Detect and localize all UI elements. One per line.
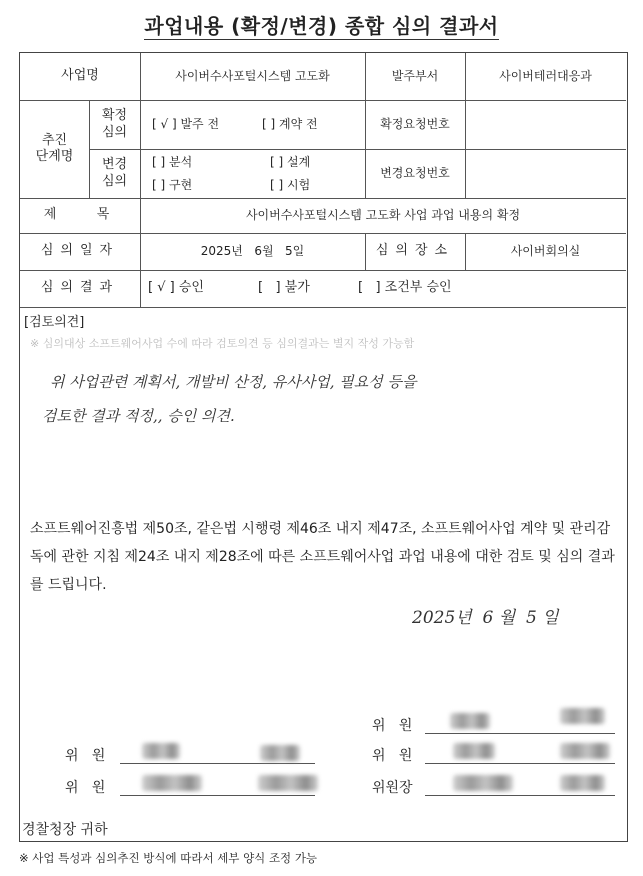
change-option-design: [ ] 설계 bbox=[270, 154, 311, 169]
change-option-test: [ ] 시험 bbox=[270, 177, 311, 192]
redacted-name bbox=[453, 775, 513, 791]
review-form bbox=[19, 52, 628, 842]
stage-label: 추진 단계명 bbox=[35, 132, 74, 164]
confirm-option-before-order: [ √ ] 발주 전 bbox=[152, 117, 220, 131]
handwritten-opinion-line2: 검토한 결과 적정,, 승인 의견. bbox=[42, 407, 235, 425]
redacted-name bbox=[450, 713, 490, 729]
review-date: 2025년 6월 5일 bbox=[200, 244, 305, 258]
addressee: 경찰청장 귀하 bbox=[22, 822, 108, 838]
change-option-analysis: [ ] 분석 bbox=[152, 154, 193, 169]
result-reject: [ ] 불가 bbox=[258, 280, 310, 296]
member-label-3: 위 원 bbox=[372, 748, 413, 764]
member-label-2: 위 원 bbox=[65, 748, 106, 764]
review-place: 사이버회의실 bbox=[510, 244, 581, 258]
change-label: 변경 심의 bbox=[101, 157, 128, 189]
date-label: 심의일자 bbox=[40, 243, 120, 259]
confirm-label: 확정 심의 bbox=[101, 108, 128, 140]
place-label: 심의장소 bbox=[375, 243, 455, 259]
subject: 사이버수사포털시스템 고도화 사업 과업 내용의 확정 bbox=[245, 208, 521, 222]
ordering-dept: 사이버테러대응과 bbox=[499, 69, 592, 83]
change-option-build: [ ] 구현 bbox=[152, 177, 193, 192]
business-name: 사이버수사포털시스템 고도화 bbox=[175, 69, 330, 83]
redacted-name bbox=[453, 743, 495, 759]
confirm-request-label: 확정요청번호 bbox=[380, 117, 450, 131]
member-label-1: 위 원 bbox=[372, 718, 413, 734]
redacted-name bbox=[142, 743, 180, 759]
redacted-signature bbox=[260, 745, 300, 761]
subject-label: 제 목 bbox=[43, 207, 117, 223]
result-conditional: [ ] 조건부 승인 bbox=[358, 280, 452, 296]
confirm-option-before-contract: [ ] 계약 전 bbox=[262, 117, 318, 131]
result-label: 심의결과 bbox=[40, 280, 120, 296]
review-note: ※ 심의대상 소프트웨어사업 수에 따라 검토의견 등 심의결과는 별지 작성 가능함 bbox=[30, 337, 415, 350]
redacted-name bbox=[142, 775, 202, 791]
ordering-dept-label: 발주부서 bbox=[391, 69, 439, 83]
redacted-signature bbox=[560, 775, 605, 791]
footnote: ※ 사업 특성과 심의추진 방식에 따라서 세부 양식 조정 가능 bbox=[19, 851, 318, 865]
document-title: 과업내용 (확정/변경) 종합 심의 결과서 bbox=[144, 14, 499, 38]
handwritten-opinion-line1: 위 사업관련 계획서, 개발비 산정, 유사사업, 필요성 등을 bbox=[50, 373, 417, 391]
review-heading: [검토의견] bbox=[24, 315, 85, 330]
change-request-label: 변경요청번호 bbox=[380, 166, 450, 180]
chair-label: 위원장 bbox=[372, 780, 413, 796]
confirm-request-value bbox=[465, 100, 626, 149]
change-request-value bbox=[465, 149, 626, 198]
redacted-signature bbox=[258, 775, 318, 791]
business-name-label: 사업명 bbox=[61, 68, 99, 84]
legal-statement: 소프트웨어진흥법 제50조, 같은법 시행령 제46조 내지 제47조, 소프트웨어사업 계약 및 관리감독에 관한 지침 제24조 내지 제28조에 따른 소프트웨어사업 과업 내용에 대한 검토 및 심의 결과를 드립니다. bbox=[30, 521, 615, 593]
redacted-signature bbox=[560, 708, 605, 724]
result-approve: [ √ ] 승인 bbox=[148, 280, 204, 296]
redacted-signature bbox=[560, 743, 610, 759]
member-label-4: 위 원 bbox=[65, 780, 106, 796]
signed-date: 2025년 6 월 5 일 bbox=[412, 608, 559, 628]
